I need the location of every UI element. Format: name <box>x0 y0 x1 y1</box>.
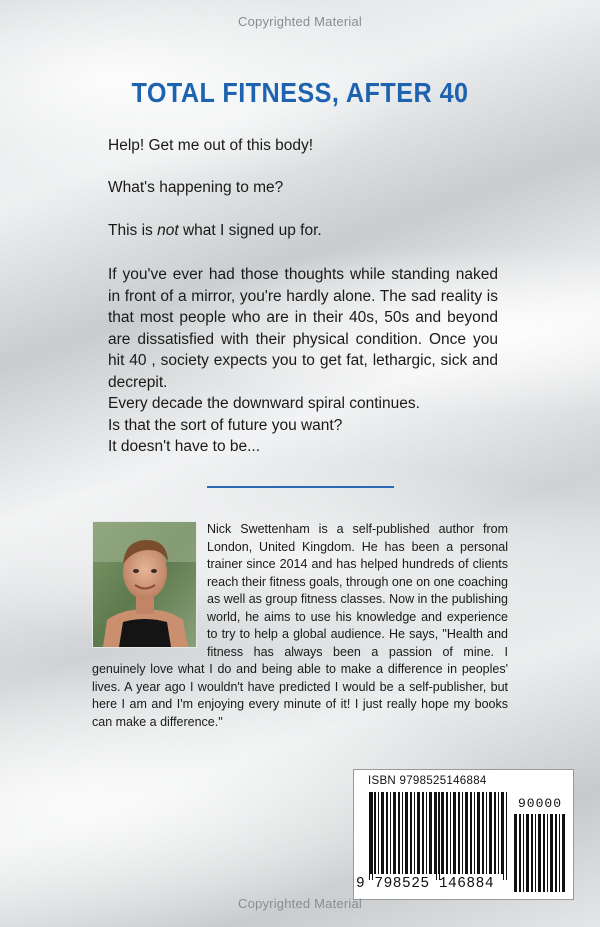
isbn-barcode <box>353 769 574 900</box>
intro-paragraph-line-2: Every decade the downward spiral continues. <box>108 395 420 412</box>
intro-closing-line: It doesn't have to be... <box>108 438 261 455</box>
intro-paragraph-line-3: Is that the sort of future you want? <box>108 416 343 434</box>
watermark-bottom: Copyrighted Material <box>238 896 362 911</box>
barcode-addon-digits: 90000 <box>518 796 563 811</box>
isbn-label: ISBN 9798525146884 <box>368 775 487 787</box>
author-bio <box>92 521 508 731</box>
intro-line-1: Help! Get me out of this body! <box>108 137 314 154</box>
intro-line-3-after: what I signed up for. <box>178 222 322 239</box>
intro-paragraph-body: If you've ever had those thoughts while standing naked in front of a mirror, you're hardly alone. The sad reality is that most people who are in their 40s, 50s and beyond are dissatisfied with their physical condition. Once you hit 40 , society expects you to get fat, lethargic, sick and decrepit. <box>108 266 498 391</box>
intro-line-3 <box>108 220 498 242</box>
intro-paragraph <box>108 264 498 436</box>
section-divider <box>207 486 394 488</box>
intro-line-3-emphasis: not <box>157 222 179 239</box>
intro-line-2: What's happening to me? <box>108 179 284 196</box>
watermark-top: Copyrighted Material <box>238 14 362 29</box>
book-title: TOTAL FITNESS, AFTER 40 <box>131 77 469 108</box>
author-bio-text: Nick Swettenham is a self-published author from London, United Kingdom. He has been a personal trainer since 2014 and has helped hundreds of clients reach their fitness goals, through one on one coaching as well as group fitness classes. Now in the publishing world, he aims to use his knowledge and experience to try to help a global audience. He says, "Health and fitness has always been a passion of mine. I genuinely love what I do and being able to make a difference in peoples' lives. A year ago I wouldn't have predicted I would be a self-publisher, but here I am and I'm enjoying every minute of it! I just really hope my books can make a difference." <box>92 522 508 729</box>
intro-line-3-before: This is <box>108 222 158 239</box>
barcode-ean-digits: 9 798525 146884 <box>356 876 495 892</box>
